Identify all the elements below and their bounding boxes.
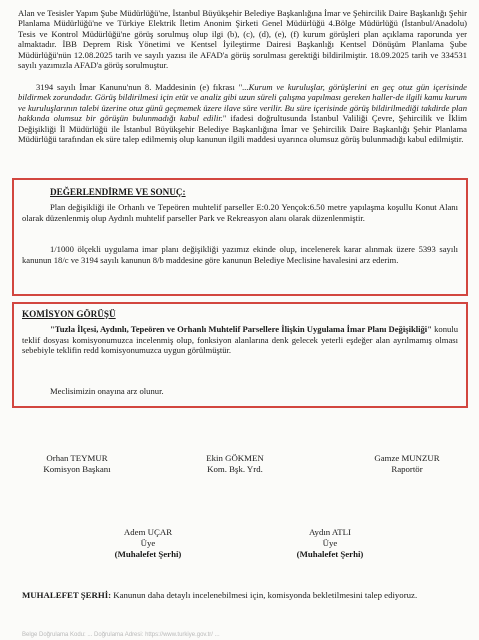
intro-paragraph: Alan ve Tesisler Yapım Şube Müdürlüğü'ne, İstanbul Büyükşehir Belediye Başkanlığına İmar ve Şehircilik Daire Başkanlığı Şehir Planlama Müdürlüğü'ne ve Türkiye Elektrik İletim Anonim Şirketi Genel Müdürlüğü 4.Bölge Müdürlüğü (İstanbul/Anadolu) Tesis ve Kontrol Müdürlüğü'ne görüş sorulmuş olup ilgi (b), (c), (d), (e), (f) kurum görüşleri plan açıklama raporunda yer almaktadır. İBB Deprem Risk Yönetimi ve Kentsel İyileştirme Dairesi Başkanlığı Kentsel Dönüşüm Planlama Şube Müdürlüğü'nün 12.08.2025 tarih ve sayılı yazısı ile AFAD'a görüş sorulması gerektiği bildirilmiştir. 18.09.2025 tarih ve 334531 sayılı yazımızla AFAD'a görüş sorulmuştur. xyxy=(18,8,467,71)
commission-text: konulu teklif dosyası komisyonumuzca incelenmiş olup, fonksiyon alanlarına denk gelecek yeterli eşdeğer alan ayrılmamış olması sebebiyle teklifin redd komisyonumuzca uygun görülmüştür. xyxy=(22,324,458,356)
commission-quote: "Tuzla İlçesi, Aydınlı, Tepeören ve Orhanlı Muhtelif Parsellere İlişkin Uygulama İmar Planı Değişikliği" xyxy=(50,324,432,334)
signature-note: (Muhalefet Şerhi) xyxy=(114,549,182,559)
dissent-label: MUHALEFET ŞERHİ: xyxy=(22,590,112,600)
signature-name: Aydın ATLI xyxy=(309,527,351,537)
verification-footer: Belge Doğrulama Kodu: ... Doğrulama Adresi: https://www.turkiye.gov.tr/ ... xyxy=(22,632,220,638)
signature-chair xyxy=(22,453,132,475)
signature-role: Üye xyxy=(322,538,338,548)
signature-vice-chair xyxy=(175,453,295,475)
signature-name: Orhan TEYMUR xyxy=(46,453,108,463)
dissent-text: Kanunun daha detaylı incelenebilmesi için, komisyonda bekletilmesini talep ediyoruz. xyxy=(111,590,418,600)
signature-role: Kom. Bşk. Yrd. xyxy=(207,464,263,474)
signature-role: Raportör xyxy=(391,464,423,474)
signature-member-2 xyxy=(270,527,390,560)
law-rest: " ifadesi doğrultusunda İstanbul Valiliği Çevre, Şehircilik ve İklim Değişikliği İl Müdürlüğü ile İstanbul Büyükşehir Belediye Başkanlığına İmar ve Şehircilik Daire Başkanlığı Şehir Planlama Müdürlüğü tarafından ek süre talep edilmemiş olup kanunun ilgili maddesi uyarınca olumsuz görüş bulunmadığı kabul edilmiştir. xyxy=(18,113,467,145)
signature-role: Komisyon Başkanı xyxy=(43,464,111,474)
evaluation-title: DEĞERLENDİRME VE SONUÇ: xyxy=(50,187,186,197)
dissent-note xyxy=(22,590,465,601)
signature-name: Gamze MUNZUR xyxy=(374,453,440,463)
signature-role: Üye xyxy=(140,538,156,548)
signature-name: Adem UÇAR xyxy=(123,527,173,537)
signature-rapporteur xyxy=(352,453,462,475)
law-paragraph xyxy=(18,82,467,144)
evaluation-box xyxy=(12,178,468,296)
signature-member-1 xyxy=(88,527,208,560)
commission-closing: Meclisimizin onayına arz olunur. xyxy=(50,386,164,396)
signature-name: Ekin GÖKMEN xyxy=(206,453,264,463)
commission-box xyxy=(12,302,468,408)
law-intro: 3194 sayılı İmar Kanunu'nun 8. Maddesinin (e) fıkrası " xyxy=(36,82,243,92)
signature-note: (Muhalefet Şerhi) xyxy=(296,549,364,559)
commission-title: KOMİSYON GÖRÜŞÜ xyxy=(22,309,116,319)
law-quote: ...Kurum ve kuruluşlar, görüşlerini en geç otuz gün içerisinde bildirmek zorundadır. Görüş bildirilmesi için etüt ve analiz gibi uzun süreli çalışma yapılması gereken haller-de ilgili kamu kurum ve kuruluşlarının talebi üzerine otuz günü geçmemek üzere ilave süre verilir. Bu süre içerisinde görüş bildirilmediği takdirde plan hakkında olumsuz bir görüşün bulunmadığı kabul edilir. xyxy=(18,82,467,124)
evaluation-paragraph-2: 1/1000 ölçekli uygulama imar planı değişikliği yazımız ekinde olup, incelenerek karar alınmak üzere 5393 sayılı kanunun 18/c ve 3194 sayılı kanunun 8/b maddesine göre kanunun Belediye Meclisine havalesini arz ederim. xyxy=(22,244,458,265)
commission-paragraph xyxy=(22,324,458,356)
evaluation-paragraph-1: Plan değişikliği ile Orhanlı ve Tepeören muhtelif parseller E:0.20 Yençok:6.50 metre yapılaşma koşullu Konut Alanı olarak düzenlenmiş olup Aydınlı muhtelif parseller Park ve Rekreasyon alanı olarak düzenlenmiştir. xyxy=(22,202,458,223)
